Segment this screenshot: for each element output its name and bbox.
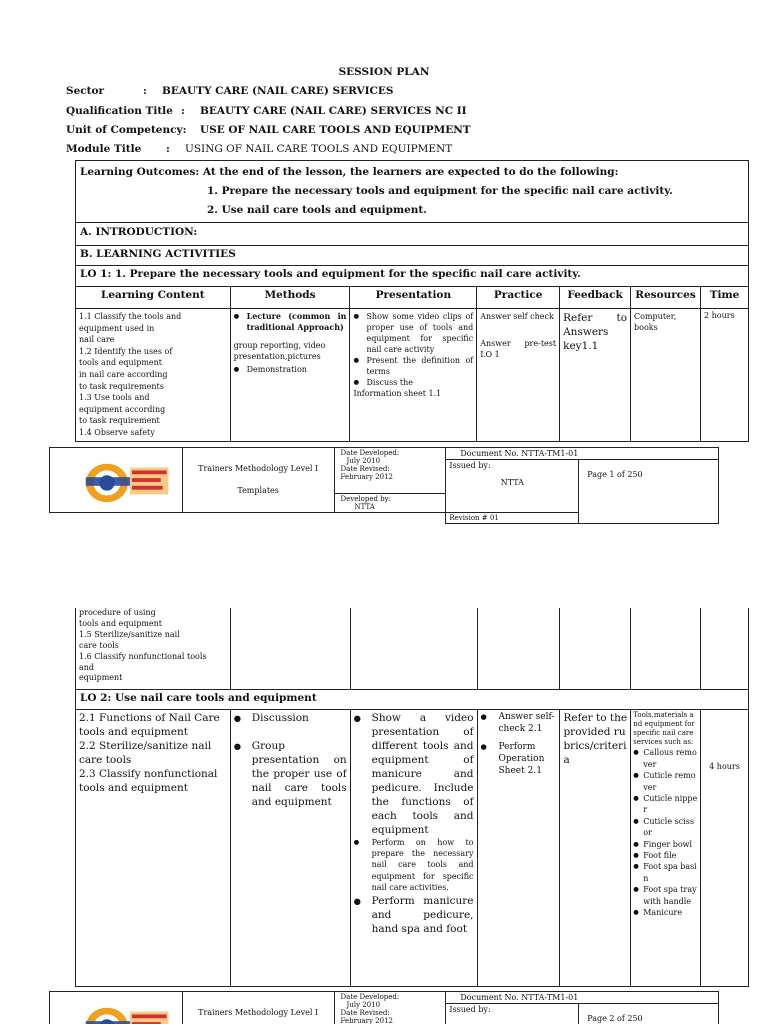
presentation-item: ● Show some video clips of proper use of tools and equipment for specific nail care activity xyxy=(353,311,473,355)
content-line: equipment according xyxy=(79,404,166,414)
col-learning-content: Learning Content xyxy=(76,287,231,309)
content-line: care tools xyxy=(79,640,119,650)
content-line: 1.3 Use tools and xyxy=(79,393,150,403)
content-line: procedure of using xyxy=(79,608,156,617)
module-label: Module Title xyxy=(66,143,142,155)
date-developed-label: Date Developed: xyxy=(340,993,400,1001)
qualification-label: Qualification Title xyxy=(66,105,173,117)
content-line: 1.2 Identify the uses of xyxy=(79,346,173,356)
method-item: ● Group presentation on the proper use of nail care tools and equipment xyxy=(234,739,347,809)
learning-outcome-2: 2. Use nail care tools and equipment. xyxy=(207,204,427,216)
content-line: equipment xyxy=(79,673,123,683)
learning-outcomes-cell xyxy=(76,161,749,223)
lo2-practice-cell xyxy=(477,709,560,986)
practice-item: Answer self check xyxy=(480,312,554,321)
content-line: 1.4 Observe safety xyxy=(79,427,155,437)
lo1-content-continued xyxy=(76,608,231,689)
page2-footer-clip xyxy=(0,990,768,1024)
developed-by-label: Developed by: xyxy=(340,495,391,503)
page-number: Page 2 of 250 xyxy=(579,1004,719,1024)
resource-item: ● Foot file xyxy=(633,850,698,861)
presentation-item: ● Perform on how to prepare the necessary nail care tools and equipment for specific nail care activities. xyxy=(354,837,474,894)
method-item: ● Discussion xyxy=(234,711,347,725)
date-revised: February 2012 xyxy=(340,473,393,481)
presentation-tail: Information sheet 1.1 xyxy=(353,389,442,398)
lo2-presentation-cell xyxy=(350,709,477,986)
session-plan-table xyxy=(75,160,749,442)
ntta-logo-icon xyxy=(80,1000,180,1024)
date-revised-label: Date Revised: xyxy=(340,1009,390,1017)
date-developed: July 2010 xyxy=(346,1001,381,1009)
sector-value: BEAUTY CARE (NAIL CARE) SERVICES xyxy=(162,85,394,97)
module-colon: : xyxy=(166,143,170,155)
learning-outcomes-intro: Learning Outcomes: At the end of the lesson, the learners are expected to do the following: xyxy=(80,166,619,178)
lo1-practice-cell xyxy=(477,309,560,442)
resources-intro: Tools,materials and equipment for specific nail care services such as: xyxy=(633,710,695,747)
footer-logo-cell xyxy=(50,992,183,1024)
document-title: SESSION PLAN xyxy=(338,66,430,78)
resource-item: ● Callous remover xyxy=(633,747,698,770)
unit-value: USE OF NAIL CARE TOOLS AND EQUIPMENT xyxy=(200,124,471,136)
issued-by-label: Issued by: xyxy=(449,1005,491,1014)
col-practice: Practice xyxy=(477,287,560,309)
content-line: tools and equipment xyxy=(79,725,188,738)
resource-item: ● Foot spa tray with handle xyxy=(633,884,698,907)
content-line: tools and equipment xyxy=(79,358,163,368)
lo1-content-cell xyxy=(76,309,231,442)
learning-outcome-1: 1. Prepare the necessary tools and equipment for the specific nail care activity. xyxy=(207,185,673,197)
footer-title-cell xyxy=(182,448,334,513)
footer-dates-cell xyxy=(334,448,446,494)
content-line: and xyxy=(79,662,95,672)
lo2-heading: LO 2: Use nail care tools and equipment xyxy=(76,689,749,709)
practice-item: ● Answer self-check 2.1 xyxy=(481,711,557,735)
content-line: care tools xyxy=(79,753,132,766)
footer-trainers: Trainers Methodology Level I xyxy=(182,992,334,1024)
section-introduction: A. INTRODUCTION: xyxy=(76,223,749,246)
footer-templates: Templates xyxy=(237,486,279,495)
content-line: to task requirement xyxy=(79,416,160,426)
qualification-colon: : xyxy=(181,105,185,117)
presentation-item: ● Perform manicure and pedicure, hand spa and foot xyxy=(354,894,474,936)
lo2-time-cell: 4 hours xyxy=(701,709,749,986)
developed-by: NTTA xyxy=(354,503,375,511)
lo1-feedback-cell: Refer to Answers key1.1 xyxy=(560,309,631,442)
sector-colon: : xyxy=(143,85,147,97)
presentation-item: ● Present the definition of terms xyxy=(353,355,473,377)
date-revised: February 2012 xyxy=(340,1017,393,1024)
content-line: tools and equipment xyxy=(79,618,163,628)
content-line: in nail care according xyxy=(79,369,168,379)
resource-item: ● Manicure xyxy=(633,907,698,918)
practice-item: ● Perform Operation Sheet 2.1 xyxy=(481,741,557,777)
issued-by-cell xyxy=(446,1004,579,1024)
module-value: USING OF NAIL CARE TOOLS AND EQUIPMENT xyxy=(185,143,453,155)
lo2-resources-cell xyxy=(631,709,701,986)
lo1-time-cell: 2 hours xyxy=(701,309,749,442)
method-item: ● Lecture (common in traditional Approach) xyxy=(234,311,347,333)
content-line: equipment used in xyxy=(79,323,155,333)
date-developed-label: Date Developed: xyxy=(340,449,400,457)
practice-item: Answer pre-test LO 1 xyxy=(480,339,557,359)
ntta-logo-icon xyxy=(80,456,180,506)
footer-logo-cell xyxy=(50,448,183,513)
content-line: nail care xyxy=(79,335,115,345)
content-line: 2.2 Sterilize/sanitize nail xyxy=(79,739,212,752)
lo2-feedback-cell: Refer to the provided rubrics/criteria xyxy=(560,709,631,986)
page1-footer xyxy=(49,447,719,524)
lo1-resources-cell: Computer, books xyxy=(631,309,701,442)
col-methods: Methods xyxy=(230,287,350,309)
method-item: ● Demonstration xyxy=(234,364,347,375)
content-line: tools and equipment xyxy=(79,781,188,794)
col-time: Time xyxy=(701,287,749,309)
revision-number: Revision # 01 xyxy=(446,513,579,524)
resource-item: ● Cuticle nipper xyxy=(633,793,698,816)
developed-by-cell xyxy=(334,494,446,513)
lo2-methods-cell xyxy=(230,709,350,986)
issued-by-label: Issued by: xyxy=(449,461,491,470)
content-line: to task requirements xyxy=(79,381,164,391)
lo2-content-cell xyxy=(76,709,231,986)
content-line: 2.1 Functions of Nail Care xyxy=(79,711,220,724)
resource-item: ● Finger bowl xyxy=(633,839,698,850)
page2-footer xyxy=(49,991,719,1024)
content-line: 1.6 Classify nonfunctional tools xyxy=(79,651,207,661)
section-learning-activities: B. LEARNING ACTIVITIES xyxy=(76,246,749,266)
issued-by: NTTA xyxy=(500,478,524,487)
resource-item: ● Foot spa basin xyxy=(633,861,698,884)
resource-item: ● Cuticle remover xyxy=(633,770,698,793)
presentation-item: ● Discuss the xyxy=(353,377,473,388)
lo1-heading: LO 1: 1. Prepare the necessary tools and equipment for the specific nail care activity. xyxy=(76,266,749,287)
content-line: 1.1 Classify the tools and xyxy=(79,312,182,321)
qualification-value: BEAUTY CARE (NAIL CARE) SERVICES NC II xyxy=(200,105,467,117)
content-line: 1.5 Sterilize/sanitize nail xyxy=(79,629,180,639)
col-feedback: Feedback xyxy=(560,287,631,309)
lo1-presentation-cell xyxy=(350,309,477,442)
footer-dates-cell xyxy=(334,992,446,1024)
date-developed: July 2010 xyxy=(346,457,381,465)
document-number: Document No. NTTA-TM1-01 xyxy=(446,448,719,460)
date-revised-label: Date Revised: xyxy=(340,465,390,473)
method-item: group reporting, video presentation,pictures xyxy=(233,341,326,361)
session-plan-table-continued xyxy=(75,608,749,987)
content-line: 2.3 Classify nonfunctional xyxy=(79,767,218,780)
unit-label: Unit of Competency: xyxy=(66,124,187,136)
document-number: Document No. NTTA-TM1-01 xyxy=(446,992,719,1004)
page-number: Page 1 of 250 xyxy=(579,460,719,524)
lo1-methods-cell xyxy=(230,309,350,442)
col-presentation: Presentation xyxy=(350,287,477,309)
footer-trainers: Trainers Methodology Level I xyxy=(198,464,319,473)
sector-label: Sector xyxy=(66,85,105,97)
issued-by-cell xyxy=(446,460,579,513)
col-resources: Resources xyxy=(631,287,701,309)
resource-item: ● Cuticle scissor xyxy=(633,816,698,839)
presentation-item: ● Show a video presentation of different tools and equipment of manicure and pedicure. Include the functions of each tools and equipment xyxy=(354,711,474,837)
